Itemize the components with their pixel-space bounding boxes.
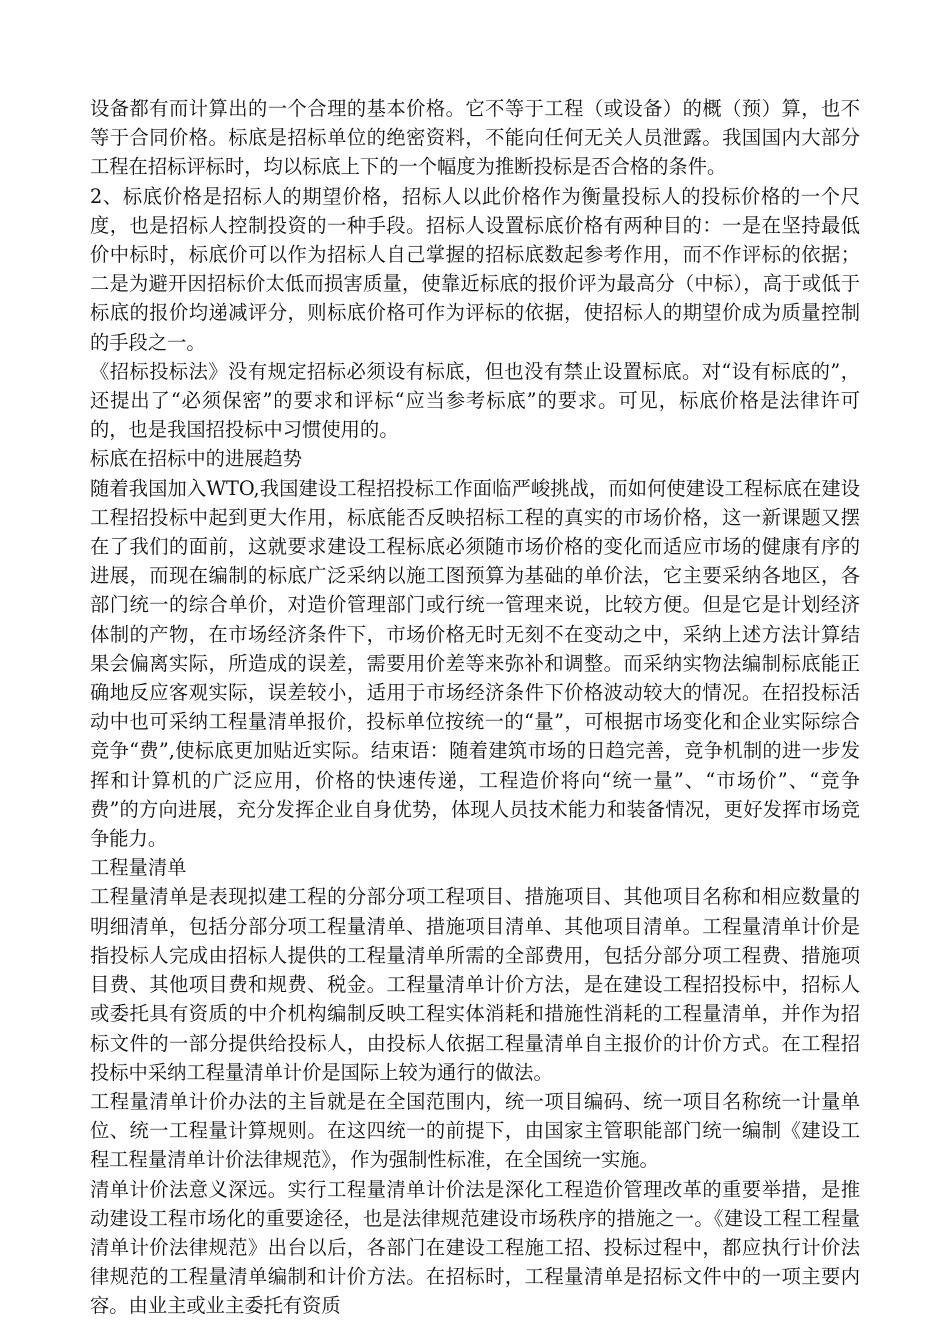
section-heading-trend: 标底在招标中的进展趋势 (90, 447, 303, 471)
paragraph-bid-base-price-expectation: 2、标底价格是招标人的期望价格，招标人以此价格作为衡量投标人的投标价格的一个尺度，也是招标人控制投资的一种手段。招标人设置标底价格有两种目的：一是在坚持最低价中标时，标底价可以作为招标人自己掌握的招标底数起参考作用，而不作评标的依据；二是为避开因招标价太低而损害质量，使靠近标底的报价评为最高分（中标），高于或低于标底的报价均递减评分，则标底价格可作为评标的依据，使招标人的期望价成为质量控制的手段之一。 (90, 184, 860, 354)
document-body (90, 94, 860, 1321)
paragraph-bill-of-quantities-definition: 工程量清单是表现拟建工程的分部分项工程项目、措施项目、其他项目名称和相应数量的明细清单，包括分部分项工程量清单、措施项目清单、其他项目清单。工程量清单计价是指投标人完成由招标人提供的工程量清单所需的全部费用，包括分部分项工程费、措施项目费、其他项目费和规费、税金。工程量清单计价方法，是在建设工程招投标中，招标人或委托具有资质的中介机构编制反映工程实体消耗和措施性消耗的工程量清单，并作为招标文件的一部分提供给投标人，由投标人依据工程量清单自主报价的计价方式。在工程招投标中采纳工程量清单计价是国际上较为通行的做法。 (90, 885, 860, 1084)
paragraph-pricing-method-purpose: 工程量清单计价办法的主旨就是在全国范围内，统一项目编码、统一项目名称统一计量单位、统一工程量计算规则。在这四统一的前提下，由国家主管职能部门统一编制《建设工程工程量清单计价法律规范》，作为强制性标准，在全国统一实施。 (90, 1089, 860, 1172)
paragraph-pricing-significance: 清单计价法意义深远。实行工程量清单计价法是深化工程造价管理改革的重要举措，是推动建设工程市场化的重要途径，也是法律规范建设市场秩序的措施之一。《建设工程工程量清单计价法律规范》出台以后，各部门在建设工程施工招、投标过程中，都应执行计价法律规范的工程量清单编制和计价方法。在招标时，工程量清单是招标文件中的一项主要内容。由业主或业主委托有资质 (90, 1177, 860, 1318)
paragraph-trend-wto: 随着我国加入WTO,我国建设工程招投标工作面临严峻挑战，而如何使建设工程标底在建设工程招投标中起到更大作用，标底能否反映招标工程的真实的市场价格，这一新课题又摆在了我们的面前，这就要求建设工程标底必须随市场价格的变化而适应市场的健康有序的进展，而现在编制的标底广泛采纳以施工图预算为基础的单价法，它主要采纳各地区，各部门统一的综合单价，对造价管理部门或行统一管理来说，比较方便。但是它是计划经济体制的产物，在市场经济条件下，市场价格无时无刻不在变动之中，采纳上述方法计算结果会偏离实际，所造成的误差，需要用价差等来弥补和调整。而采纳实物法编制标底能正确地反应客观实际，误差较小，适用于市场经济条件下价格波动较大的情况。在招投标活动中也可采纳工程量清单报价，投标单位按统一的“量”，可根据市场变化和企业实际综合竞争“费”,使标底更加贴近实际。结束语：随着建筑市场的日趋完善，竞争机制的进一步发挥和计算机的广泛应用，价格的快速传递，工程造价将向“统一量”、“市场价”、“竞争费”的方向进展，充分发挥企业自身优势，体现人员技术能力和装备情况，更好发挥市场竞争能力。 (90, 476, 860, 851)
paragraph-bidding-law: 《招标投标法》没有规定招标必须设有标底，但也没有禁止设置标底。对“设有标底的”，还提出了“必须保密”的要求和评标“应当参考标底”的要求。可见，标底价格是法律许可的，也是我国招投标中习惯使用的。 (90, 359, 860, 442)
section-heading-bill-of-quantities: 工程量清单 (90, 856, 187, 880)
paragraph-bid-base-price-definition: 设备都有而计算出的一个合理的基本价格。它不等于工程（或设备）的概（预）算，也不等于合同价格。标底是招标单位的绝密资料，不能向任何无关人员泄露。我国国内大部分工程在招标评标时，均以标底上下的一个幅度为推断投标是否合格的条件。 (90, 97, 860, 179)
